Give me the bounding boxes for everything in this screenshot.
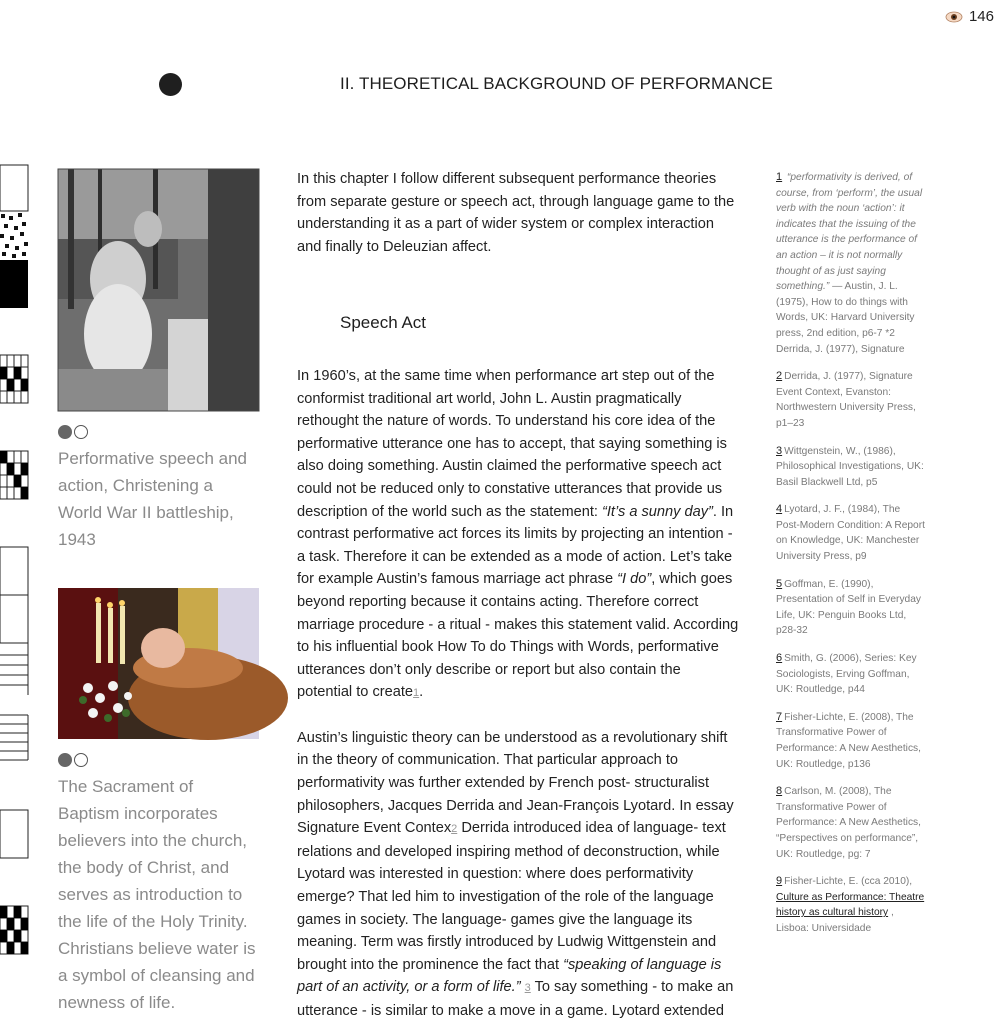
- figure-baptism: [58, 588, 259, 1016]
- text-run: Derrida introduced idea of language- text relations and developed inspiring method of deconstruction, while Lyotard was interested in question: where does performativity emerge? That led him to investigation of the role of the language games in society. The language- games give the language its meaning. Term was firstly introduced by Ludwig Wittgenstein and brought into the prominence the fact that: [297, 820, 726, 973]
- footnote-ref-1[interactable]: 1: [413, 687, 420, 700]
- footnote-number[interactable]: 2: [776, 370, 783, 383]
- footnote-number[interactable]: 9: [776, 875, 783, 888]
- footnote-1: [776, 170, 926, 357]
- footnote-text: — Austin, J. L. (1975), How to do things with Words, UK: Harvard University press, 2nd edition, p6-7 *2 Derrida, J. (1977), Signature: [776, 281, 915, 355]
- section-heading: Speech Act: [340, 313, 427, 333]
- footnote-quote: “performativity is derived, of course, from ‘perform’, the usual verb with the noun ‘action’: it indicates that the issuing of the utterance is the performance of an action – it is not normally thought of as just saying something.”: [776, 172, 923, 293]
- intro-paragraph: In this chapter I follow different subsequent performance theories from separate gesture or speech act, through language game to the understanding it as a part of wider system or complex interaction and finally to Deleuzian affect.: [297, 171, 735, 255]
- figure-caption: Performative speech and action, Christening a World War II battleship, 1943: [58, 449, 247, 549]
- battleship-image: [58, 169, 259, 411]
- eye-icon: [945, 11, 963, 23]
- carousel-dots: [58, 425, 259, 439]
- footnote-text: Derrida, J. (1977), Signature Event Context, Evanston: Northwestern University Press, p1–23: [776, 371, 916, 429]
- view-count: 146: [968, 8, 994, 25]
- figure-battleship: [58, 169, 259, 553]
- text-run: .: [419, 684, 424, 701]
- text-run: In 1960’s, at the same time when performance art step out of the conformist traditional art world, John L. Austin pragmatically rethought the nature of words. To understand his core idea of the performative utterance one has to accept, that saying something is also doing something. Austin claimed the performative speech act could not be reduced only to constative utterances that provide us description of the world such as the statement:: [297, 367, 727, 520]
- footnote-4: [776, 502, 926, 564]
- footnote-text: Lyotard, J. F., (1984), The Post-Modern Condition: A Report on Knowledge, UK: Manchester University Press, p9: [776, 504, 925, 563]
- footnote-3: [776, 444, 926, 491]
- text-run: . In contrast performative act forces its limits by projecting an intention - a task. Therefore it can be extended as a mode of action. Let’s take for example Austin’s famous marriage act phrase: [297, 503, 734, 588]
- text-run: To say something - to make an utterance - is similar to make a move in a game. Lyotard extended: [297, 979, 734, 1019]
- footnote-number[interactable]: 6: [776, 652, 783, 665]
- paragraph-speech-act: [297, 365, 739, 705]
- view-counter: [945, 8, 994, 25]
- footnote-text: Fisher-Lichte, E. (2008), The Transformative Power of Performance: A New Aesthetics, UK: Routledge, p136: [776, 711, 921, 770]
- footnote-text: Wittgenstein, W., (1986), Philosophical Investigations, UK: Basil Blackwell Ltd, p5: [776, 445, 924, 488]
- footnote-text: Smith, G. (2006), Series: Key Sociologists, Erving Goffman, UK: Routledge, p44: [776, 653, 917, 696]
- baptism-photo[interactable]: [58, 588, 259, 739]
- footnote-number[interactable]: 3: [776, 444, 783, 457]
- carousel-dot-1[interactable]: [58, 753, 72, 767]
- baptism-image: [58, 588, 259, 739]
- quote-text: “It’s a sunny day”: [602, 503, 713, 520]
- paragraph-linguistic-theory: [297, 727, 739, 1023]
- footnote-number[interactable]: 4: [776, 503, 783, 516]
- footnote-number[interactable]: 7: [776, 710, 783, 723]
- quote-text: “speaking of language is part of an activity, or a form of life.”: [297, 956, 722, 996]
- text-run: , which goes beyond reporting because it contains acting. Therefore correct marriage procedure - a ritual - makes this statement valid. According to his influential book How To do Things with Words, performative utterances don’t only describe or report but also contain the potential to create: [297, 571, 739, 701]
- footnote-text: Goffman, E. (1990), Presentation of Self in Everyday Life, UK: Penguin Books Ltd, p28-32: [776, 578, 921, 637]
- figure-caption: The Sacrament of Baptism incorporates believers into the church, the body of Christ, and serves as introduction to the life of the Holy Trinity. Christians believe water is a symbol of cleansing and newness of life.: [58, 777, 256, 1012]
- footnotes-column: [776, 170, 926, 949]
- footnote-ref-2[interactable]: 2: [451, 823, 458, 836]
- main-article: [297, 168, 739, 1023]
- carousel-dot-1[interactable]: [58, 425, 72, 439]
- footnote-text: , Lisboa: Universidade: [776, 907, 894, 934]
- footnote-number[interactable]: 1: [776, 171, 783, 183]
- quote-text: “I do”: [617, 571, 652, 588]
- footnote-number[interactable]: 8: [776, 785, 783, 798]
- footnote-2: [776, 369, 926, 431]
- battleship-photo[interactable]: [58, 169, 259, 411]
- carousel-dot-2[interactable]: [74, 753, 88, 767]
- footnote-ref-3[interactable]: 3: [524, 982, 531, 995]
- page-title: II. THEORETICAL BACKGROUND OF PERFORMANCE: [340, 74, 773, 93]
- carousel-dots: [58, 753, 259, 767]
- menu-dot-button[interactable]: [159, 73, 182, 96]
- footnote-9: [776, 874, 926, 936]
- edge-pattern-strip: [0, 0, 30, 1000]
- footnote-5: [776, 577, 926, 639]
- footnote-8: [776, 784, 926, 862]
- footnote-text: Carlson, M. (2008), The Transformative Power of Performance: A New Aesthetics, “Perspectives on performance”, UK: Routledge, pg: 7: [776, 786, 921, 860]
- text-run: Austin’s linguistic theory can be understood as a revolutionary shift in the theory of communication. That particular approach to performativity was further extended by French post- structuralist philosophers, Jacques Derrida and Jean-François Lyotard. In essay Signature Event Contex: [297, 729, 734, 837]
- footnote-7: [776, 710, 926, 772]
- footnote-link[interactable]: Culture as Performance: Theatre history as cultural history: [776, 891, 925, 919]
- carousel-dot-2[interactable]: [74, 425, 88, 439]
- footnote-6: [776, 651, 926, 698]
- footnote-number[interactable]: 5: [776, 577, 783, 590]
- footnote-text: Fisher-Lichte, E. (cca 2010),: [784, 876, 913, 888]
